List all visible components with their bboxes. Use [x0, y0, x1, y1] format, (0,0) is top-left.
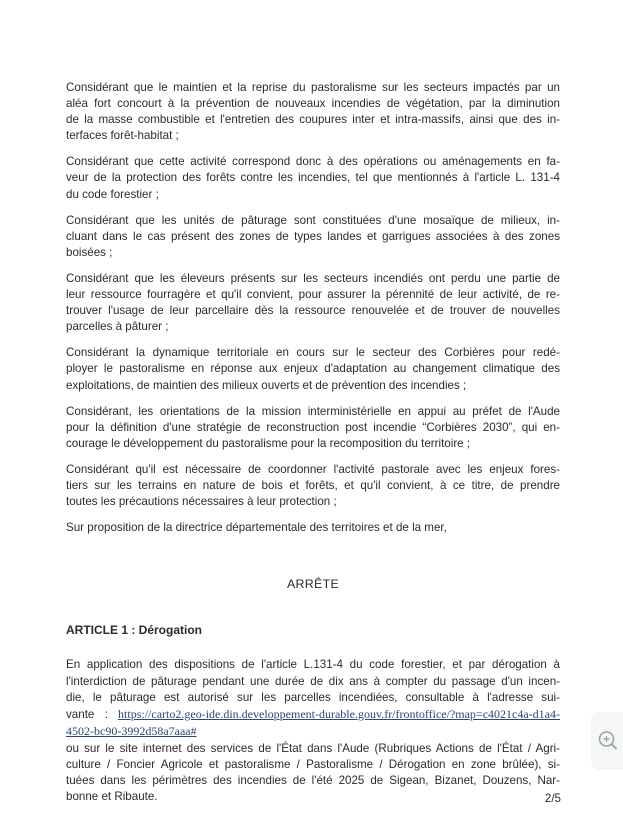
paragraph: [66, 271, 560, 335]
article-1-heading: ARTICLE 1 : Dérogation: [66, 623, 203, 638]
map-link[interactable]: 4502-bc90-3992d58a7aaa#: [66, 723, 197, 738]
map-link[interactable]: https://carto2.geo-ide.din.developpement-durable.gouv.fr/frontoffice/?map=c4021c4a-d1a4-: [118, 706, 560, 721]
text-line: aléa fort concourt à la prévention de nouveaux incendies de végétation, par la diminution: [66, 97, 560, 111]
text-line: toutes les précautions nécessaires à leur protection ;: [66, 495, 337, 509]
paragraph: [66, 520, 560, 536]
text-line: Considérant que les unités de pâturage sont constituées d'une mosaïque de milieux, in-: [66, 213, 560, 227]
text-line: tuées dans les périmètres des incendies de l'été 2025 de Sigean, Bizanet, Douzens, Nar-: [66, 774, 560, 788]
text-line: Considérant que cette activité correspond donc à des opérations ou aménagements en fa-: [66, 155, 560, 169]
text-line: bonne et Ribaute.: [66, 790, 158, 804]
text-line: Considérant que les éleveurs présents sur les secteurs incendiés ont perdu une partie de: [66, 271, 560, 285]
text-line: En application des dispositions de l'article L.131-4 du code forestier, et par dérogation à: [66, 658, 560, 672]
text-run: vante :: [66, 707, 119, 721]
text-line: Considérant, les orientations de la mission interministérielle en appui au préfet de l'Aude: [66, 404, 560, 418]
text-line: du code forestier ;: [66, 187, 159, 201]
text-line: tiers sur les terrains en nature de bois et forêts, et qu'il convient, à ce titre, de prendre: [66, 478, 560, 492]
text-line: de la masse combustible et l'entretien des coupures inter et intra-massifs, ainsi que des in-: [66, 113, 560, 127]
text-line: die, le pâturage est autorisé sur les parcelles incendiées, consultable à l'adresse sui-: [66, 690, 560, 704]
text-line: parcelles à pâturer ;: [66, 320, 169, 334]
paragraph: [66, 462, 560, 510]
text-line: [66, 723, 560, 740]
paragraph: [66, 741, 560, 805]
document-body: [66, 80, 560, 815]
paragraph: [66, 213, 560, 261]
text-line: Considérant qu'il est nécessaire de coordonner l'activité pastorale avec les enjeux fores-: [66, 462, 560, 476]
text-line: courage le développement du pastoralisme pour la recomposition du territoire ;: [66, 436, 471, 450]
magnifier-plus-icon: [596, 729, 620, 753]
page-number: 2/5: [544, 792, 561, 805]
paragraph: [66, 154, 560, 202]
text-line: Considérant que le maintien et la reprise du pastoralisme sur les secteurs impactés par un: [66, 81, 560, 94]
text-line: [66, 706, 560, 723]
text-line: cluant dans le cas présent des zones de types landes et garrigues associées à des zones: [66, 229, 560, 243]
paragraph: [66, 345, 560, 393]
text-line: trouver l'usage de leur parcellaire dès la ressource renouvelée et de trouver de nouvelles: [66, 304, 560, 318]
paragraph: [66, 657, 560, 739]
text-line: ployer le pastoralisme en réponse aux enjeux d'adaptation au changement climatique des: [66, 362, 560, 376]
zoom-toolbar: [591, 712, 623, 770]
text-line: Considérant la dynamique territoriale en cours sur le secteur des Corbières pour redé-: [66, 346, 560, 360]
text-line: culture / Foncier Agricole et pastoralisme / Pastoralisme / Dérogation en zone brûlée), si-: [66, 758, 560, 771]
text-line: l'interdiction de pâturage pendant une durée de dix ans à compter du passage d'un incen-: [66, 674, 560, 688]
text-line: Sur proposition de la directrice départementale des territoires et de la mer,: [66, 521, 447, 535]
text-line: leur ressource fourragère et qu'il convient, pour assurer la pérennité de leur activité, de re-: [66, 288, 560, 302]
text-line: boisées ;: [66, 245, 113, 259]
paragraph: [66, 404, 560, 452]
zoom-in-button[interactable]: [594, 727, 622, 755]
arrete-heading: ARRÊTE: [286, 577, 340, 592]
text-line: veur de la protection des forêts contre les incendies, tel que mentionnés à l'article L. 131-4: [66, 171, 560, 185]
text-line: terfaces forêt-habitat ;: [66, 129, 179, 143]
text-line: pour la définition d'une stratégie de reconstruction post incendie “Corbières 2030”, qui en-: [66, 420, 560, 434]
text-line: ou sur le site internet des services de l'État dans l'Aude (Rubriques Actions de l'État / Agri-: [66, 741, 560, 755]
paragraph: [66, 80, 560, 144]
text-line: exploitations, de maintien des milieux ouverts et de prévention des incendies ;: [66, 378, 467, 392]
